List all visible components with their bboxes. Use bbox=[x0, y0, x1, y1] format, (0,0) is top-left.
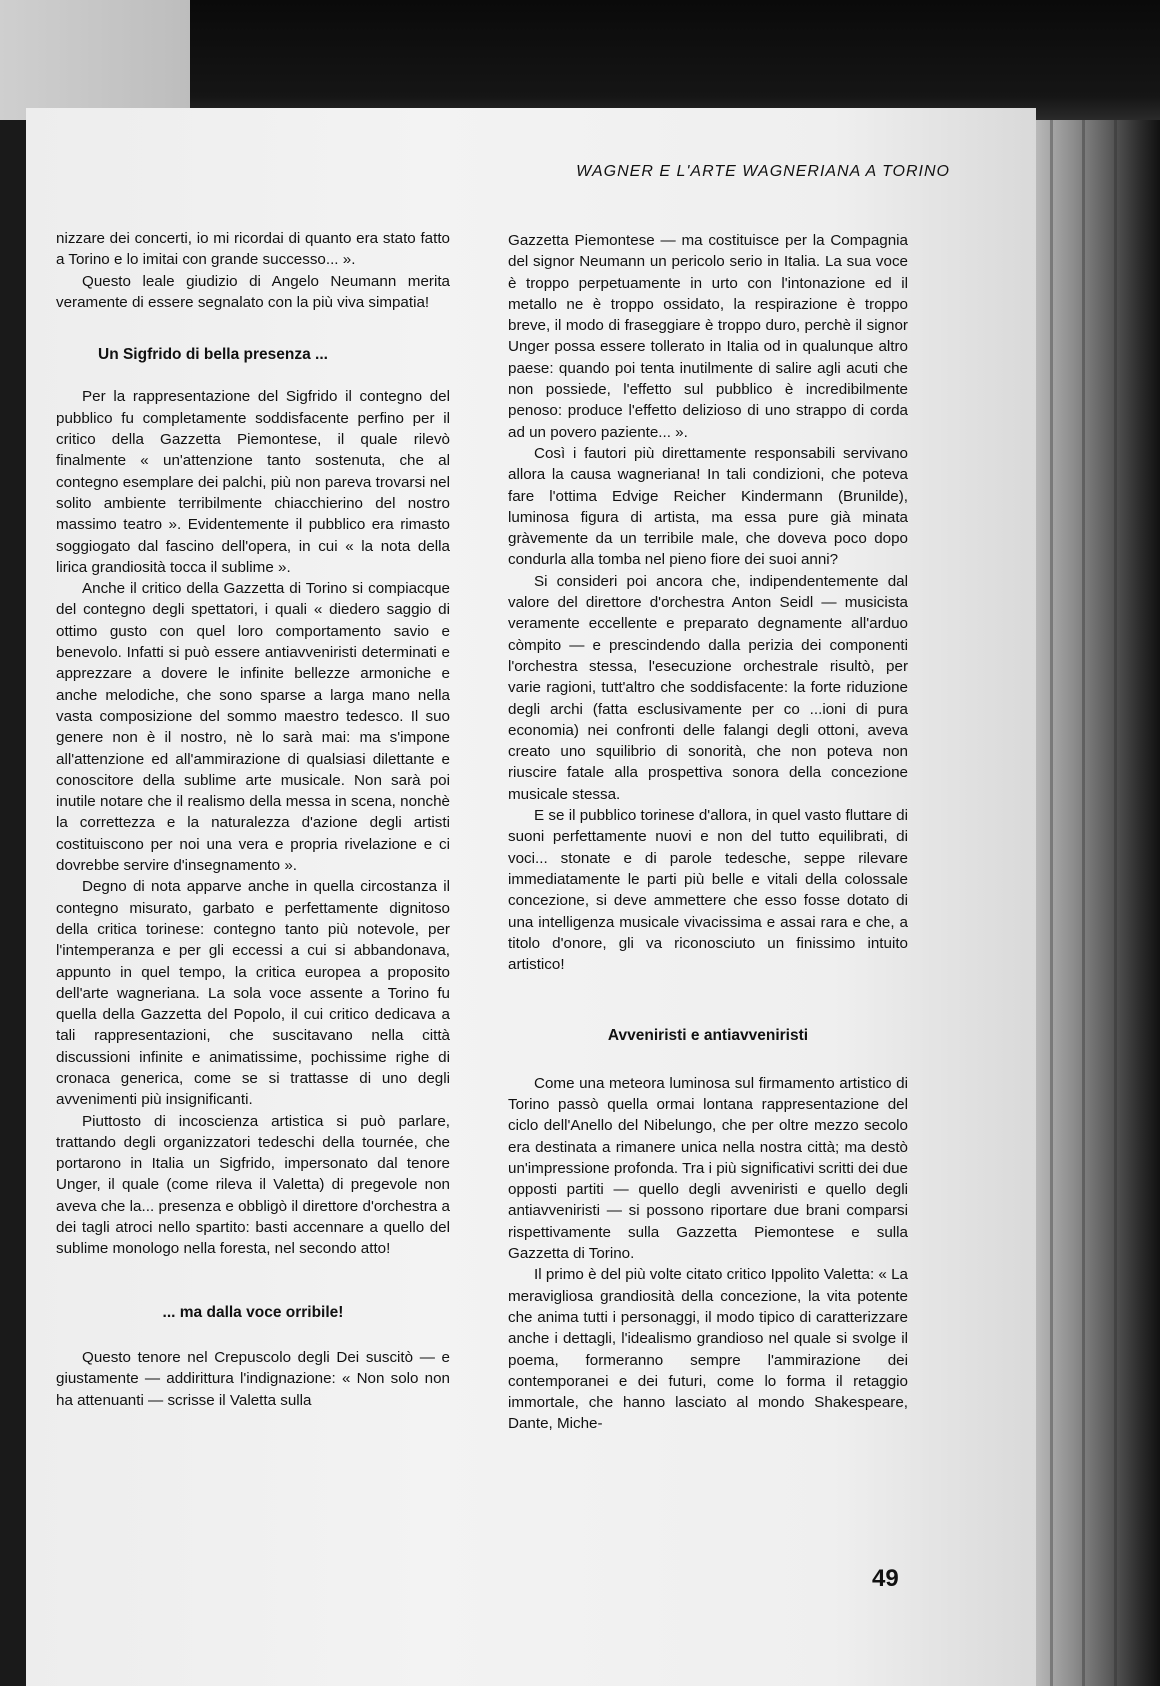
running-title: WAGNER E L'ARTE WAGNERIANA A TORINO bbox=[576, 163, 950, 180]
paragraph: Per la rappresentazione del Sigfrido il contegno del pubblico fu completamente soddisfacente perfino per il critico della Gazzetta Piemontese, il quale rilevò finalmente « un'attenzione tanto sostenuta, che al contegno esemplare dei palchi, più non pareva trovarsi nel solito ambiente terribilmente chiacchierino del nostro massimo teatro ». Evidentemente il pubblico era rimasto soggiogato dal fascino dell'opera, in cui « la nota della lirica grandiosità tocca il sublime ». bbox=[56, 388, 450, 576]
paragraph: E se il pubblico torinese d'allora, in quel vasto fluttare di suoni perfettamente nuovi e non del tutto equilibrati, di voci... stonate e di parole tedesche, seppe rilevare immediatamente le parti più belle e vitali della colossale concezione, si deve ammettere che esso fosse dotato di una intelligenza musicale vivacissima e assai rara e che, a titolo d'onore, gli va riconosciuto un finissimo intuito artistico! bbox=[508, 807, 908, 974]
right-column bbox=[508, 230, 908, 1435]
left-column bbox=[56, 228, 450, 1411]
paragraph: Degno di nota apparve anche in quella circostanza il contegno misurato, garbato e perfettamente dignitoso della critica torinese: contegno tanto più notevole, per l'intemperanza e per gli eccessi a cui si abbandonava, appunto in quel tempo, la critica europea a proposito dell'arte wagneriana. La sola voce assente a Torino fu quella della Gazzetta del Popolo, il cui critico dedicava a tali rappresentazioni, che suscitavano nella città discussioni infinite e animatissime, pochissime righe di cronaca generica, come se si trattasse di uno degli avvenimenti più insignificanti. bbox=[56, 878, 450, 1109]
paragraph: nizzare dei concerti, io mi ricordai di quanto era stato fatto a Torino e lo imitai con grande successo... ». bbox=[56, 230, 450, 269]
paragraph: Si consideri poi ancora che, indipendentemente dal valore del direttore d'orchestra Anton Seidl — musicista veramente eccellente e preparato degnamente all'arduo còmpito — e prescindendo dalla perizia dei componenti l'orchestra stessa, l'esecuzione orchestrale risultò, per varie ragioni, tutt'altro che soddisfacente: la forte riduzione degli archi (fatta esclusivamente per co ...ioni di pura economia) nei confronti delle falangi degli ottoni, aveva creato uno squilibrio di sonorità, che non poteva non riuscire fatale alla prospettiva sonora della concezione musicale stessa. bbox=[508, 572, 908, 803]
paragraph: Anche il critico della Gazzetta di Torino si compiacque del contegno degli spettatori, i quali « diedero saggio di ottimo gusto con quel loro comportamento savio e benevolo. Infatti si può essere antiavveniristi determinati e apprezzare a dovere le infinite bellezze armoniche e anche melodiche, che sono sparse a larga mano nella vasta composizione del sommo maestro tedesco. Il suo genere non è il nostro, nè lo sarà mai: ma s'impone all'attenzione ed all'ammirazione di qualsiasi dilettante e conoscitore della sublime arte musicale. Non sarà poi inutile notare che il realismo della messa in scena, nonchè la correttezza e la naturalezza d'azione degli artisti costituiscono per noi una vera e propria rivelazione e ci dovrebbe servire d'insegnamento ». bbox=[56, 580, 450, 875]
paragraph: Così i fautori più direttamente responsabili servivano allora la causa wagneriana! In tali condizioni, che poteva fare l'ottima Edvige Reicher Kindermann (Brunilde), luminosa figura di artista, ma essa pure già minata gràvemente da un terribile male, che doveva poco dopo condurla alla tomba nel pieno fiore dei suoi anni? bbox=[508, 444, 908, 569]
page-binding-edge bbox=[1036, 120, 1160, 1686]
page-number: 49 bbox=[872, 1565, 899, 1592]
paragraph: Gazzetta Piemontese — ma costituisce per la Compagnia del signor Neumann un pericolo serio in Italia. La sua voce è troppo perpetuamente in urto con l'intonazione ed il metallo ne è troppo ossidato, la respirazione è troppo breve, il modo di fraseggiare è troppo duro, perchè il signor Unger possa essere tollerato in Italia od in qualunque altro paese: quando poi tenta inutilmente di salire agli acuti che non possiede, l'effetto sul pubblico è incredibilmente penoso: produce l'effetto delizioso di uno strappo di corda ad un povero paziente... ». bbox=[508, 232, 908, 441]
section-heading: Un Sigfrido di bella presenza ... bbox=[98, 346, 328, 364]
section-heading: Avveniristi e antiavveniristi bbox=[607, 1027, 809, 1045]
edge-stripe bbox=[1114, 120, 1117, 1686]
paragraph: Il primo è del più volte citato critico Ippolito Valetta: « La meravigliosa grandiosità della concezione, la vita potente che anima tutti i personaggi, il modo tipico di caratterizzare anche i dettagli, l'idealismo grandioso nel quale si svolge il poema, formeranno sempre l'ammirazione dei contemporanei e dei futuri, come lo forma il retaggio immortale, che hanno lasciato al mondo Shakespeare, Dante, Miche- bbox=[508, 1266, 908, 1433]
section-heading: ... ma dalla voce orribile! bbox=[162, 1303, 344, 1321]
scan-corner bbox=[0, 0, 190, 120]
paragraph: Piuttosto di incoscienza artistica si può parlare, trattando degli organizzatori tedeschi della tournée, che portarono in Italia un Sigfrido, impersonato dal tenore Unger, il quale (come rileva il Valetta) di pregevole non aveva che la... presenza e obbligò il direttore d'orchestra a dei tagli atroci nello spartito: basti accennare a quello del sublime monologo nella foresta, nel secondo atto! bbox=[56, 1112, 450, 1258]
paragraph: Questo leale giudizio di Angelo Neumann merita veramente di essere segnalato con la più viva simpatia! bbox=[56, 272, 450, 311]
edge-stripe bbox=[1050, 120, 1053, 1686]
paragraph: Come una meteora luminosa sul firmamento artistico di Torino passò quella ormai lontana rappresentazione del ciclo dell'Anello del Nibelungo, che per oltre mezzo secolo era destinata a rimanere unica nella nostra città; ma destò un'impressione profonda. Tra i più significativi scritti dei due opposti partiti — quello degli avveniristi e quello degli antiavveniristi — si possono riportare due brani comparsi rispettivamente sulla Gazzetta Piemontese e sulla Gazzetta di Torino. bbox=[508, 1074, 908, 1263]
paragraph: Questo tenore nel Crepuscolo degli Dei suscitò — e giustamente — addirittura l'indignazione: « Non solo non ha attenuanti — scrisse il Valetta sulla bbox=[56, 1348, 450, 1409]
edge-stripe bbox=[1082, 120, 1085, 1686]
